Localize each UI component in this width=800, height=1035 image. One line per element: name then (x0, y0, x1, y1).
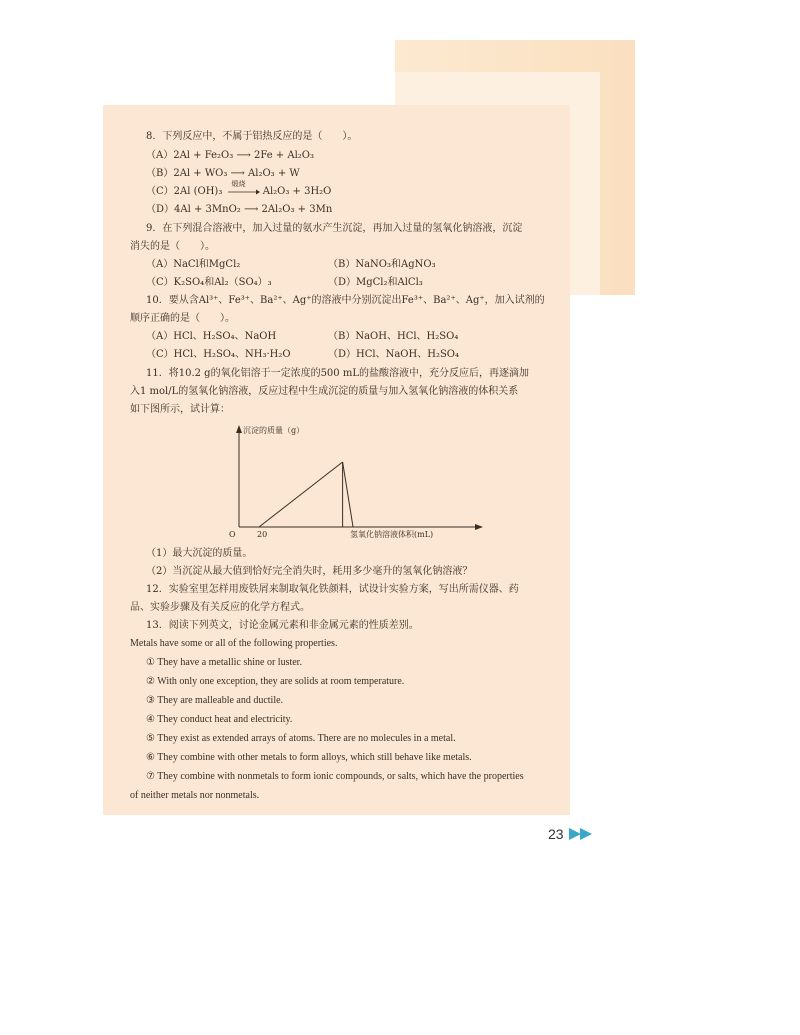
q13-stem: 13．阅读下列英文，讨论金属元素和非金属元素的性质差别。 (146, 620, 419, 631)
q11-sub1: （1）最大沉淀的质量。 (146, 548, 253, 559)
q13-property-7: ⑦ They combine with nonmetals to form ionic compounds, or salts, which have the properties (146, 771, 524, 782)
q8-option-b: （B）2Al + WO₃ ⟶ Al₂O₃ + W (146, 168, 300, 179)
origin-label: O (229, 530, 236, 539)
q13-property-4: ④ They conduct heat and electricity. (146, 714, 293, 725)
next-arrow-icon-2 (580, 828, 592, 840)
reaction-condition: 煅烧 (231, 180, 246, 188)
q13-property-5: ⑤ They exist as extended arrays of atoms. There are no molecules in a metal. (146, 733, 456, 744)
q10-stem-line2: 顺序正确的是（ ）。 (130, 313, 235, 324)
q12-line2: 品、实验步骤及有关反应的化学方程式。 (130, 602, 310, 613)
y-axis-label: 沉淀的质量（g） (243, 426, 305, 435)
q8-option-c-left: （C）2Al (OH)₃ (146, 186, 223, 197)
series-segment-0 (259, 462, 343, 527)
q13-property-2: ② With only one exception, they are solids at room temperature. (146, 676, 405, 687)
q10-option-a: （A）HCl、H₂SO₄、NaOH (146, 331, 277, 342)
q8-stem: 8．下列反应中，不属于铝热反应的是（ ）。 (146, 131, 358, 142)
q9-stem-line1: 9．在下列混合溶液中，加入过量的氨水产生沉淀，再加入过量的氢氧化钠溶液，沉淀 (146, 223, 523, 234)
q11-stem-line2: 入1 mol/L的氢氧化钠溶液，反应过程中生成沉淀的质量与加入氢氧化钠溶液的体积关系 (130, 386, 519, 397)
q9-stem-line2: 消失的是（ ）。 (130, 241, 215, 252)
q11-stem-line1: 11．将10.2 g的氧化铝溶于一定浓度的500 mL的盐酸溶液中，充分反应后，再逐滴加 (146, 368, 529, 379)
q11-sub2: （2）当沉淀从最大值到恰好完全消失时，耗用多少毫升的氢氧化钠溶液？ (146, 566, 473, 577)
q8-option-c (146, 180, 332, 198)
q13-property-1: ① They have a metallic shine or luster. (146, 657, 302, 668)
precipitate-chart (225, 423, 485, 541)
q13-property-7-cont: of neither metals nor nonmetals. (130, 790, 260, 801)
q13-intro: Metals have some or all of the following properties. (130, 638, 338, 649)
y-axis-arrowhead (236, 425, 242, 433)
q13-property-3: ③ They are malleable and ductile. (146, 695, 284, 706)
page-number: 23 (548, 826, 564, 842)
x-axis-arrowhead (475, 524, 483, 530)
q10-option-b: （B）NaOH、HCl、H₂SO₄ (328, 331, 459, 342)
arrow-icon (226, 185, 260, 198)
q10-option-c: （C）HCl、H₂SO₄、NH₃·H₂O (146, 349, 291, 360)
q10-option-d: （D）HCl、NaOH、H₂SO₄ (328, 349, 460, 360)
series-segment-1 (343, 462, 353, 527)
q9-option-d: （D）MgCl₂和AlCl₃ (328, 277, 423, 288)
q8-option-a: （A）2Al + Fe₂O₃ ⟶ 2Fe + Al₂O₃ (146, 150, 315, 161)
textbook-page (103, 105, 570, 815)
q9-option-b: （B）NaNO₃和AgNO₃ (328, 259, 436, 270)
x-axis-label: 氢氧化钠溶液体积(mL) (350, 530, 434, 539)
q9-option-c: （C）K₂SO₄和Al₂（SO₄）₃ (146, 277, 272, 288)
q13-property-6: ⑥ They combine with other metals to form alloys, which still behave like metals. (146, 752, 472, 763)
q8-option-d: （D）4Al + 3MnO₂ ⟶ 2Al₂O₃ + 3Mn (146, 204, 333, 215)
q8-option-c-right: Al₂O₃ + 3H₂O (262, 186, 332, 197)
reaction-arrow (226, 180, 260, 198)
x-tick-label: 20 (257, 530, 268, 539)
q9-option-a: （A）NaCl和MgCl₂ (146, 259, 241, 270)
q12-line1: 12．实验室里怎样用废铁屑来制取氧化铁颜料，试设计实验方案，写出所需仪器、药 (146, 584, 519, 595)
q11-stem-line3: 如下图所示，试计算： (130, 404, 230, 415)
q10-stem-line1: 10．要从含Al³⁺、Fe³⁺、Ba²⁺、Ag⁺的溶液中分别沉淀出Fe³⁺、Ba²⁺、Ag⁺，加入试剂的 (146, 295, 545, 306)
